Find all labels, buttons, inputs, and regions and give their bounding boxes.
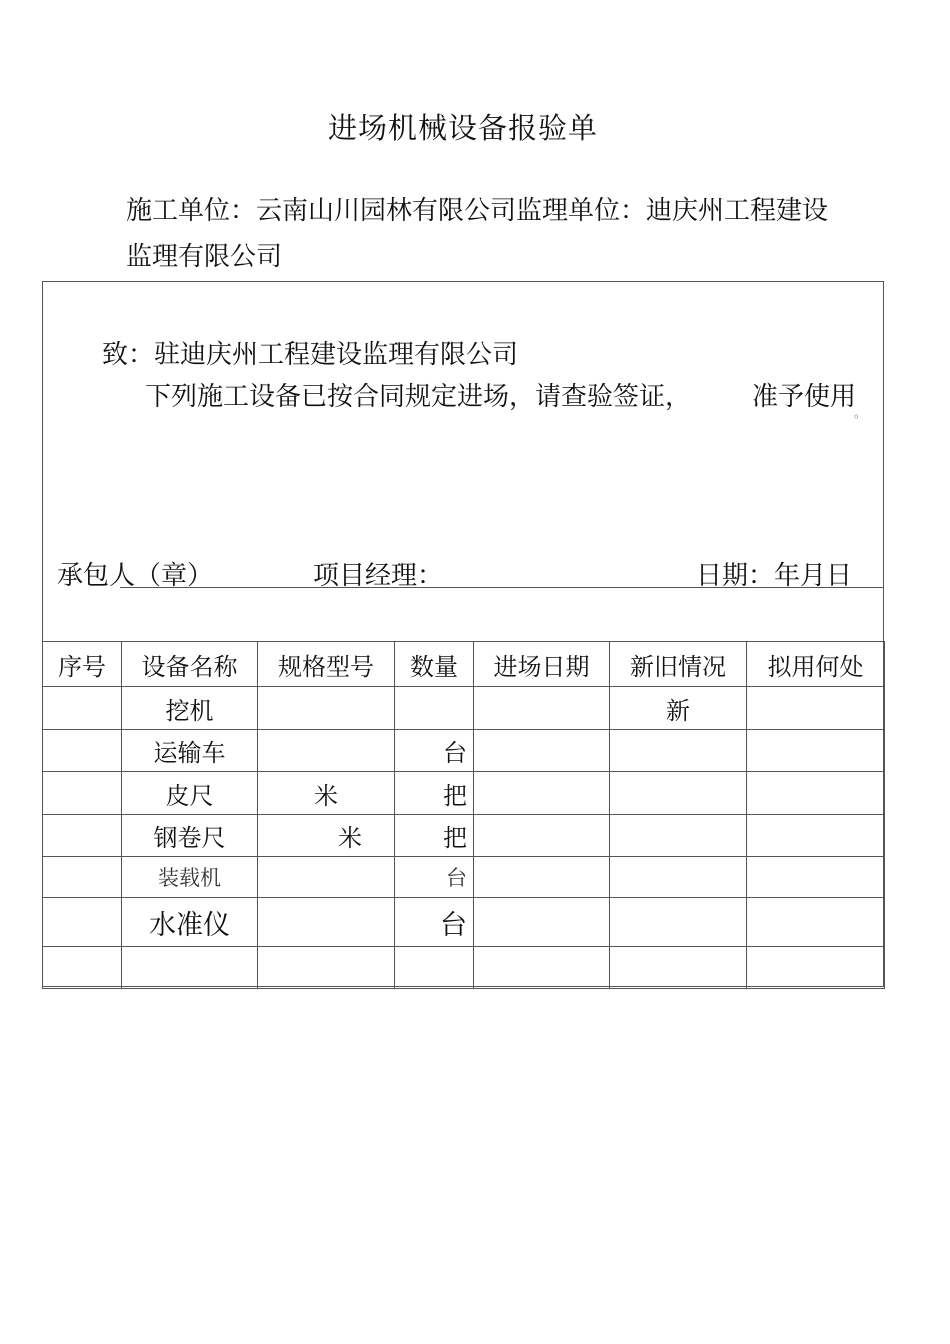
cell-index	[43, 687, 122, 730]
equipment-table	[42, 641, 885, 989]
cell-index	[43, 947, 122, 989]
cell-condition	[610, 947, 747, 989]
cell-entry-date	[474, 730, 610, 772]
cell-quantity	[395, 687, 474, 730]
cell-quantity: 把	[395, 815, 474, 857]
cell-condition	[610, 857, 747, 898]
units-line-1: 施工单位：云南山川园林有限公司监理单位：迪庆州工程建设	[126, 196, 829, 226]
cell-quantity: 台	[395, 857, 474, 898]
cell-intended-use	[747, 898, 885, 947]
cell-entry-date	[474, 772, 610, 815]
header-equipment-name: 设备名称	[122, 642, 258, 687]
cell-condition	[610, 772, 747, 815]
cell-intended-use	[747, 772, 885, 815]
table-row	[43, 687, 885, 730]
cell-spec-model: 米	[258, 772, 395, 815]
cell-equipment-name: 皮尺	[122, 772, 258, 815]
table-row	[43, 730, 885, 772]
cell-intended-use	[747, 947, 885, 989]
cell-index	[43, 898, 122, 947]
cell-intended-use	[747, 857, 885, 898]
cell-spec-model	[258, 947, 395, 989]
table-row	[43, 898, 885, 947]
cell-entry-date	[474, 947, 610, 989]
header-quantity: 数量	[395, 642, 474, 687]
cell-equipment-name: 水准仪	[122, 898, 258, 947]
cell-spec-model	[258, 730, 395, 772]
cell-condition	[610, 898, 747, 947]
request-text-approval: 准予使用	[752, 382, 857, 412]
addressee: 致：驻迪庆州工程建设监理有限公司	[102, 340, 519, 370]
cell-spec-model	[258, 898, 395, 947]
cell-condition: 新	[610, 687, 747, 730]
header-index: 序号	[43, 642, 122, 687]
cell-quantity	[395, 947, 474, 989]
table-row	[43, 772, 885, 815]
cell-index	[43, 772, 122, 815]
cell-equipment-name: 装载机	[122, 857, 258, 898]
cell-condition	[610, 815, 747, 857]
cell-equipment-name: 运输车	[122, 730, 258, 772]
table-row	[43, 857, 885, 898]
cell-entry-date	[474, 815, 610, 857]
cell-spec-model: 米	[258, 815, 395, 857]
request-text: 下列施工设备已按合同规定进场，请查验签证，	[145, 382, 692, 412]
units-line-2: 监理有限公司	[126, 242, 283, 272]
cell-index	[43, 815, 122, 857]
cell-entry-date	[474, 857, 610, 898]
cell-quantity: 台	[395, 898, 474, 947]
table-row	[43, 815, 885, 857]
contractor-seal-label: 承包人（章）	[57, 561, 214, 591]
cell-equipment-name	[122, 947, 258, 989]
signature-line	[120, 587, 884, 588]
cell-spec-model	[258, 857, 395, 898]
form-title: 进场机械设备报验单	[327, 111, 598, 145]
cell-condition	[610, 730, 747, 772]
cell-intended-use	[747, 730, 885, 772]
cell-entry-date	[474, 898, 610, 947]
header-intended-use: 拟用何处	[747, 642, 885, 687]
cell-intended-use	[747, 815, 885, 857]
request-period: 。	[854, 406, 867, 420]
table-row	[43, 947, 885, 989]
cell-quantity: 把	[395, 772, 474, 815]
project-manager-label: 项目经理：	[313, 561, 444, 591]
cell-entry-date	[474, 687, 610, 730]
table-header-row	[43, 642, 885, 687]
header-spec-model: 规格型号	[258, 642, 395, 687]
cell-intended-use	[747, 687, 885, 730]
cell-equipment-name: 钢卷尺	[122, 815, 258, 857]
cell-quantity: 台	[395, 730, 474, 772]
cell-spec-model	[258, 687, 395, 730]
cell-index	[43, 730, 122, 772]
cell-index	[43, 857, 122, 898]
cell-equipment-name: 挖机	[122, 687, 258, 730]
header-entry-date: 进场日期	[474, 642, 610, 687]
header-condition: 新旧情况	[610, 642, 747, 687]
date-label: 日期：年月日	[696, 561, 853, 591]
